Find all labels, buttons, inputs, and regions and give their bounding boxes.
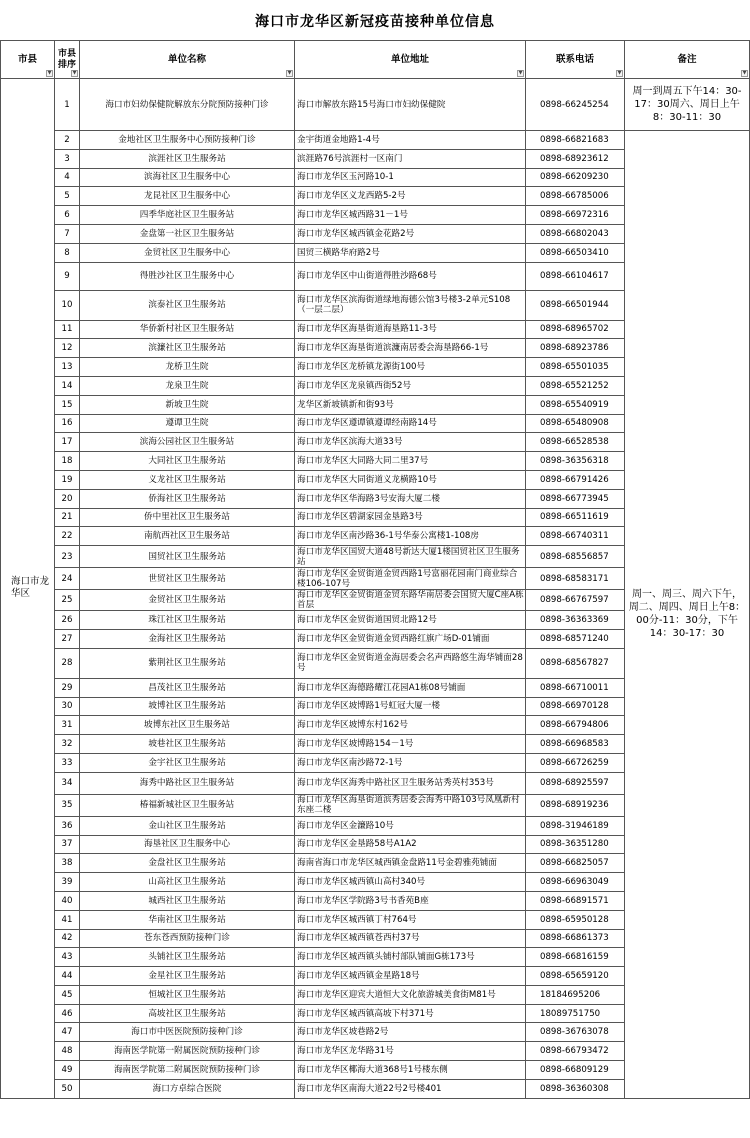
- seq-cell: 3: [55, 149, 80, 168]
- unit-address-cell: 海口市龙华区大同路大同二里37号: [295, 452, 526, 471]
- unit-name-cell: 得胜沙社区卫生服务中心: [80, 262, 295, 290]
- seq-cell: 45: [55, 985, 80, 1004]
- unit-name-cell: 华侨新村社区卫生服务站: [80, 320, 295, 339]
- phone-cell: 0898-65659120: [526, 967, 625, 986]
- seq-cell: 17: [55, 433, 80, 452]
- unit-address-cell: 金宇街道金地路1-4号: [295, 131, 526, 150]
- unit-name-cell: 坡巷社区卫生服务站: [80, 735, 295, 754]
- unit-name-cell: 金贸社区卫生服务站: [80, 590, 295, 611]
- seq-cell: 21: [55, 508, 80, 527]
- unit-name-cell: 苍东苍西预防接种门诊: [80, 929, 295, 948]
- seq-cell: 36: [55, 816, 80, 835]
- seq-cell: 12: [55, 339, 80, 358]
- seq-cell: 43: [55, 948, 80, 967]
- phone-cell: 0898-66104617: [526, 262, 625, 290]
- seq-cell: 22: [55, 527, 80, 546]
- unit-address-cell: 海口市龙华区金垦路58号A1A2: [295, 835, 526, 854]
- unit-address-cell: 海口市龙华区城西镇丁村764号: [295, 910, 526, 929]
- phone-cell: 0898-36356318: [526, 452, 625, 471]
- phone-cell: 0898-65521252: [526, 376, 625, 395]
- unit-name-cell: 华南社区卫生服务站: [80, 910, 295, 929]
- unit-address-cell: 海口市龙华区椰海大道368号1号楼东侧: [295, 1061, 526, 1080]
- seq-cell: 2: [55, 131, 80, 150]
- seq-cell: 4: [55, 168, 80, 187]
- phone-cell: 0898-66963049: [526, 873, 625, 892]
- unit-address-cell: 海口市龙华区海垦街道海垦路11-3号: [295, 320, 526, 339]
- seq-cell: 24: [55, 568, 80, 590]
- seq-cell: 44: [55, 967, 80, 986]
- seq-cell: 10: [55, 290, 80, 320]
- unit-address-cell: 海口市龙华区坡博路154－1号: [295, 735, 526, 754]
- phone-cell: 18089751750: [526, 1004, 625, 1023]
- unit-name-cell: 城西社区卫生服务站: [80, 891, 295, 910]
- phone-cell: 0898-65540919: [526, 395, 625, 414]
- unit-address-cell: 海口市龙华区玉河路10-1: [295, 168, 526, 187]
- unit-address-cell: 海口市龙华区迎宾大道恒大文化旅游城美食街M81号: [295, 985, 526, 1004]
- phone-cell: 0898-68923612: [526, 149, 625, 168]
- unit-address-cell: 滨涯路76号滨涯村一区南门: [295, 149, 526, 168]
- seq-cell: 49: [55, 1061, 80, 1080]
- unit-name-cell: 紫荆社区卫生服务站: [80, 648, 295, 678]
- phone-cell: 0898-36351280: [526, 835, 625, 854]
- unit-name-cell: 滨海社区卫生服务中心: [80, 168, 295, 187]
- note-cell: 周一、周三、周六下午，周二、周四、周日上午8：00分-11：30分，下午14：30-17：30: [625, 131, 750, 1099]
- unit-address-cell: 海口市龙华区城西镇高坡下村371号: [295, 1004, 526, 1023]
- unit-address-cell: 海口市龙华区遵谭镇遵谭经南路14号: [295, 414, 526, 433]
- seq-cell: 15: [55, 395, 80, 414]
- unit-address-cell: 海口市龙华区城西镇头铺村部队铺面G栋173号: [295, 948, 526, 967]
- unit-name-cell: 滨泰社区卫生服务站: [80, 290, 295, 320]
- unit-name-cell: 侨海社区卫生服务站: [80, 489, 295, 508]
- seq-cell: 31: [55, 716, 80, 735]
- phone-cell: 0898-36360308: [526, 1079, 625, 1098]
- seq-cell: 26: [55, 611, 80, 630]
- unit-address-cell: 海口市龙华区华海路3号安海大厦二楼: [295, 489, 526, 508]
- phone-cell: 0898-68923786: [526, 339, 625, 358]
- seq-cell: 39: [55, 873, 80, 892]
- phone-cell: 0898-65480908: [526, 414, 625, 433]
- col-header-phone-label: 联系电话: [555, 53, 594, 65]
- col-header-phone: [526, 41, 625, 79]
- col-header-note-label: 备注: [677, 53, 697, 65]
- unit-name-cell: 金盘第一社区卫生服务站: [80, 224, 295, 243]
- unit-address-cell: 龙华区新坡镇新和街93号: [295, 395, 526, 414]
- table-row: [1, 131, 750, 150]
- seq-cell: 35: [55, 794, 80, 816]
- unit-name-cell: 遵谭卫生院: [80, 414, 295, 433]
- unit-address-cell: 海口市龙华区国贸大道48号新达大厦1楼国贸社区卫生服务站: [295, 546, 526, 568]
- unit-address-cell: 海口市龙华区金贸街道金海居委会名声西路悠生海华铺面28号: [295, 648, 526, 678]
- phone-cell: 0898-66767597: [526, 590, 625, 611]
- unit-address-cell: 海口市龙华区龙华路31号: [295, 1042, 526, 1061]
- unit-name-cell: 滨海公园社区卫生服务站: [80, 433, 295, 452]
- col-header-city-label: 市县: [17, 53, 37, 65]
- unit-address-cell: 海口市龙华区海垦街道滨秀居委会海秀中路103号凤凰新村东座二楼: [295, 794, 526, 816]
- col-header-city: [1, 41, 55, 79]
- unit-address-cell: 海口市龙华区坡博路1号虹冠大厦一楼: [295, 697, 526, 716]
- phone-cell: 0898-66968583: [526, 735, 625, 754]
- seq-cell: 30: [55, 697, 80, 716]
- seq-cell: 32: [55, 735, 80, 754]
- unit-address-cell: 海口市龙华区龙桥镇龙源街100号: [295, 358, 526, 377]
- phone-cell: 0898-66970128: [526, 697, 625, 716]
- unit-address-cell: 海口市龙华区碧湖家园金垦路3号: [295, 508, 526, 527]
- seq-cell: 37: [55, 835, 80, 854]
- unit-name-cell: 滨濂社区卫生服务站: [80, 339, 295, 358]
- unit-address-cell: 海口市龙华区城西镇金花路2号: [295, 224, 526, 243]
- seq-cell: 27: [55, 629, 80, 648]
- unit-name-cell: 侨中里社区卫生服务站: [80, 508, 295, 527]
- note-cell: 周一到周五下午14：30-17：30周六、周日上午8：30-11：30: [625, 79, 750, 131]
- filter-dropdown-icon[interactable]: ▼: [518, 70, 523, 76]
- phone-cell: 0898-66861373: [526, 929, 625, 948]
- seq-cell: 19: [55, 470, 80, 489]
- unit-address-cell: 海口市龙华区滨海街道绿地海德公馆3号楼3-2单元S108（一层二层）: [295, 290, 526, 320]
- unit-name-cell: 恒城社区卫生服务站: [80, 985, 295, 1004]
- phone-cell: 0898-66245254: [526, 79, 625, 131]
- unit-name-cell: 海口市中医医院预防接种门诊: [80, 1023, 295, 1042]
- phone-cell: 0898-66511619: [526, 508, 625, 527]
- unit-name-cell: 海南医学院第一附属医院预防接种门诊: [80, 1042, 295, 1061]
- filter-dropdown-icon[interactable]: ▼: [47, 70, 52, 76]
- unit-address-cell: 海口市龙华区海德路耀江花园A1栋08号铺面: [295, 678, 526, 697]
- seq-cell: 11: [55, 320, 80, 339]
- unit-address-cell: 海南省海口市龙华区城西镇金盘路11号金碧雅苑铺面: [295, 854, 526, 873]
- unit-address-cell: 海口市龙华区金贸街道国贸北路12号: [295, 611, 526, 630]
- unit-name-cell: 义龙社区卫生服务站: [80, 470, 295, 489]
- unit-address-cell: 海口市龙华区义龙西路5-2号: [295, 187, 526, 206]
- seq-cell: 48: [55, 1042, 80, 1061]
- unit-name-cell: 金宇社区卫生服务站: [80, 753, 295, 772]
- filter-dropdown-icon[interactable]: ▼: [742, 70, 747, 76]
- phone-cell: 0898-68919236: [526, 794, 625, 816]
- unit-name-cell: 南航西社区卫生服务站: [80, 527, 295, 546]
- col-header-address-label: 单位地址: [390, 53, 429, 65]
- unit-address-cell: 海口市龙华区城西镇山高村340号: [295, 873, 526, 892]
- phone-cell: 0898-68965702: [526, 320, 625, 339]
- unit-address-cell: 海口市龙华区龙泉镇西街52号: [295, 376, 526, 395]
- phone-cell: 0898-68567827: [526, 648, 625, 678]
- unit-name-cell: 金贸社区卫生服务中心: [80, 243, 295, 262]
- phone-cell: 0898-36363369: [526, 611, 625, 630]
- phone-cell: 0898-66501944: [526, 290, 625, 320]
- unit-address-cell: 海口市解放东路15号海口市妇幼保健院: [295, 79, 526, 131]
- seq-cell: 33: [55, 753, 80, 772]
- unit-name-cell: 金盘社区卫生服务站: [80, 854, 295, 873]
- seq-cell: 41: [55, 910, 80, 929]
- table-row: [1, 79, 750, 131]
- seq-cell: 28: [55, 648, 80, 678]
- seq-cell: 14: [55, 376, 80, 395]
- phone-cell: 0898-66740311: [526, 527, 625, 546]
- unit-address-cell: 海口市龙华区金贸街道金贸西路红旗广场D-01铺面: [295, 629, 526, 648]
- seq-cell: 23: [55, 546, 80, 568]
- seq-cell: 6: [55, 206, 80, 225]
- phone-cell: 0898-65950128: [526, 910, 625, 929]
- unit-address-cell: 海口市龙华区南沙路72-1号: [295, 753, 526, 772]
- unit-name-cell: 昌茂社区卫生服务站: [80, 678, 295, 697]
- unit-name-cell: 四季华庭社区卫生服务站: [80, 206, 295, 225]
- col-header-address: [295, 41, 526, 79]
- unit-address-cell: 海口市龙华区城西路31－1号: [295, 206, 526, 225]
- unit-name-cell: 金地社区卫生服务中心预防接种门诊: [80, 131, 295, 150]
- phone-cell: 0898-66972316: [526, 206, 625, 225]
- seq-cell: 42: [55, 929, 80, 948]
- phone-cell: 0898-66785006: [526, 187, 625, 206]
- phone-cell: 0898-66773945: [526, 489, 625, 508]
- header-row: [1, 41, 750, 79]
- phone-cell: 0898-66891571: [526, 891, 625, 910]
- col-header-seq-label: 市县排序: [57, 48, 76, 70]
- seq-cell: 16: [55, 414, 80, 433]
- phone-cell: 0898-68556857: [526, 546, 625, 568]
- filter-dropdown-icon[interactable]: ▼: [72, 70, 77, 76]
- unit-address-cell: 海口市龙华区城西镇苍西村37号: [295, 929, 526, 948]
- unit-name-cell: 海南医学院第二附属医院预防接种门诊: [80, 1061, 295, 1080]
- unit-name-cell: 椿福新城社区卫生服务站: [80, 794, 295, 816]
- phone-cell: 0898-65501035: [526, 358, 625, 377]
- filter-dropdown-icon[interactable]: ▼: [617, 70, 622, 76]
- unit-name-cell: 高坡社区卫生服务站: [80, 1004, 295, 1023]
- city-cell: 海口市龙华区: [1, 79, 55, 1099]
- phone-cell: 0898-66816159: [526, 948, 625, 967]
- seq-cell: 46: [55, 1004, 80, 1023]
- unit-name-cell: 滨涯社区卫生服务站: [80, 149, 295, 168]
- phone-cell: 18184695206: [526, 985, 625, 1004]
- seq-cell: 8: [55, 243, 80, 262]
- unit-name-cell: 龙昆社区卫生服务中心: [80, 187, 295, 206]
- unit-address-cell: 海口市龙华区大同街道义龙横路10号: [295, 470, 526, 489]
- unit-name-cell: 金星社区卫生服务站: [80, 967, 295, 986]
- phone-cell: 0898-66503410: [526, 243, 625, 262]
- phone-cell: 0898-66802043: [526, 224, 625, 243]
- col-header-name-label: 单位名称: [167, 53, 206, 65]
- unit-address-cell: 海口市龙华区滨海大道33号: [295, 433, 526, 452]
- phone-cell: 0898-66793472: [526, 1042, 625, 1061]
- unit-address-cell: 海口市龙华区金濂路10号: [295, 816, 526, 835]
- seq-cell: 13: [55, 358, 80, 377]
- phone-cell: 0898-68583171: [526, 568, 625, 590]
- phone-cell: 0898-66528538: [526, 433, 625, 452]
- page-title: 海口市龙华区新冠疫苗接种单位信息: [255, 14, 495, 30]
- phone-cell: 0898-66794806: [526, 716, 625, 735]
- vaccination-site-table: [0, 40, 750, 1099]
- seq-cell: 5: [55, 187, 80, 206]
- seq-cell: 29: [55, 678, 80, 697]
- unit-name-cell: 海垦社区卫生服务中心: [80, 835, 295, 854]
- unit-name-cell: 龙泉卫生院: [80, 376, 295, 395]
- unit-address-cell: 海口市龙华区南海大道22号2号楼401: [295, 1079, 526, 1098]
- seq-cell: 1: [55, 79, 80, 131]
- phone-cell: 0898-66791426: [526, 470, 625, 489]
- phone-cell: 0898-68925597: [526, 772, 625, 794]
- unit-name-cell: 新坡卫生院: [80, 395, 295, 414]
- unit-name-cell: 世贸社区卫生服务站: [80, 568, 295, 590]
- seq-cell: 50: [55, 1079, 80, 1098]
- col-header-note: [625, 41, 750, 79]
- unit-address-cell: 海口市龙华区坡博东村162号: [295, 716, 526, 735]
- unit-name-cell: 龙桥卫生院: [80, 358, 295, 377]
- unit-name-cell: 国贸社区卫生服务站: [80, 546, 295, 568]
- phone-cell: 0898-68571240: [526, 629, 625, 648]
- unit-address-cell: 海口市龙华区金贸街道金贸东路华南居委会国贸大厦C座A栋首层: [295, 590, 526, 611]
- unit-name-cell: 山高社区卫生服务站: [80, 873, 295, 892]
- col-header-seq: [55, 41, 80, 79]
- unit-address-cell: 海口市龙华区海垦街道滨濂南居委会海垦路66-1号: [295, 339, 526, 358]
- seq-cell: 47: [55, 1023, 80, 1042]
- unit-name-cell: 海口方卓综合医院: [80, 1079, 295, 1098]
- unit-name-cell: 大同社区卫生服务站: [80, 452, 295, 471]
- table-body: [1, 79, 750, 1099]
- seq-cell: 34: [55, 772, 80, 794]
- seq-cell: 38: [55, 854, 80, 873]
- unit-address-cell: 海口市龙华区城西镇金星路18号: [295, 967, 526, 986]
- seq-cell: 9: [55, 262, 80, 290]
- unit-name-cell: 金山社区卫生服务站: [80, 816, 295, 835]
- unit-address-cell: 海口市龙华区南沙路36-1号华泰公寓楼1-108房: [295, 527, 526, 546]
- phone-cell: 0898-66710011: [526, 678, 625, 697]
- unit-name-cell: 头铺社区卫生服务站: [80, 948, 295, 967]
- unit-name-cell: 坡博社区卫生服务站: [80, 697, 295, 716]
- unit-name-cell: 海秀中路社区卫生服务站: [80, 772, 295, 794]
- unit-address-cell: 海口市龙华区学院路3号书香苑B座: [295, 891, 526, 910]
- unit-address-cell: 海口市龙华区坡巷路2号: [295, 1023, 526, 1042]
- phone-cell: 0898-66209230: [526, 168, 625, 187]
- seq-cell: 18: [55, 452, 80, 471]
- phone-cell: 0898-66821683: [526, 131, 625, 150]
- unit-name-cell: 坡博东社区卫生服务站: [80, 716, 295, 735]
- seq-cell: 20: [55, 489, 80, 508]
- phone-cell: 0898-66825057: [526, 854, 625, 873]
- unit-name-cell: 海口市妇幼保健院解放东分院预防接种门诊: [80, 79, 295, 131]
- unit-address-cell: 海口市龙华区中山街道得胜沙路68号: [295, 262, 526, 290]
- phone-cell: 0898-66809129: [526, 1061, 625, 1080]
- unit-address-cell: 海口市龙华区金贸街道金贸西路1号富丽花园南门商业综合楼106-107号: [295, 568, 526, 590]
- unit-name-cell: 珠江社区卫生服务站: [80, 611, 295, 630]
- seq-cell: 7: [55, 224, 80, 243]
- phone-cell: 0898-36763078: [526, 1023, 625, 1042]
- filter-dropdown-icon[interactable]: ▼: [287, 70, 292, 76]
- seq-cell: 40: [55, 891, 80, 910]
- col-header-name: [80, 41, 295, 79]
- unit-address-cell: 国贸三横路华府路2号: [295, 243, 526, 262]
- unit-name-cell: 金海社区卫生服务站: [80, 629, 295, 648]
- phone-cell: 0898-31946189: [526, 816, 625, 835]
- unit-address-cell: 海口市龙华区海秀中路社区卫生服务站秀英村353号: [295, 772, 526, 794]
- phone-cell: 0898-66726259: [526, 753, 625, 772]
- seq-cell: 25: [55, 590, 80, 611]
